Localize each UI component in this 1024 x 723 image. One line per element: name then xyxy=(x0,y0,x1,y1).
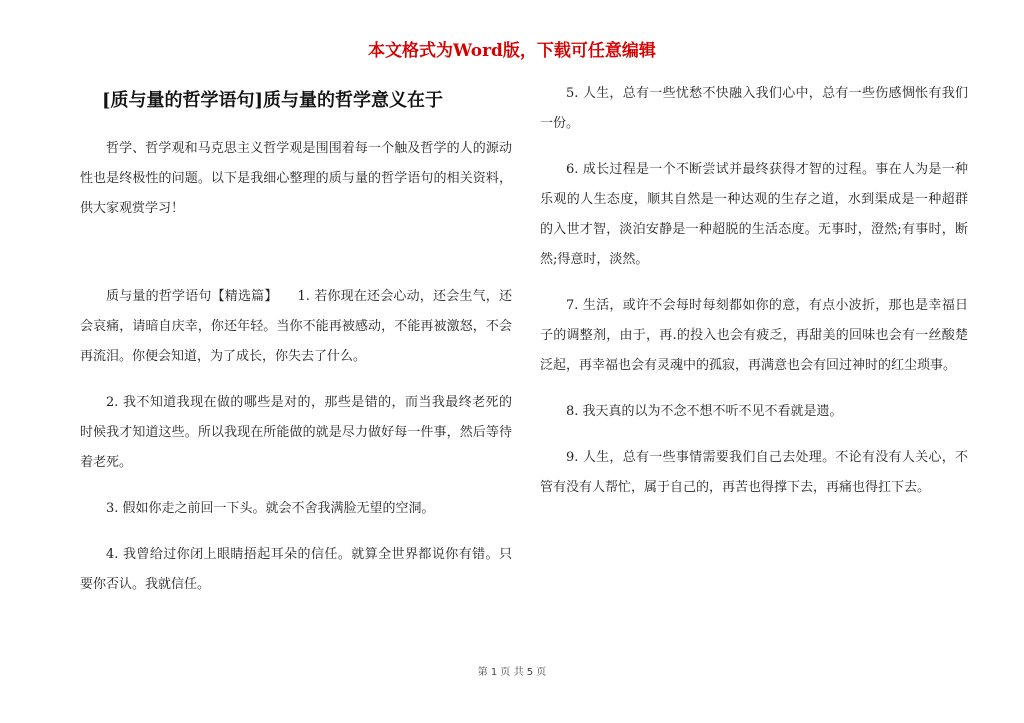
quote-paragraph-9: 9. 人生，总有一些事情需要我们自己去处理。不论有没有人关心，不管有没有人帮忙，属于自己的，再苦也得撑下去，再痛也得扛下去。 xyxy=(540,450,968,495)
quote-paragraph-4: 4. 我曾给过你闭上眼睛捂起耳朵的信任。就算全世界都说你有错。只要你否认。我就信任。 xyxy=(80,547,512,592)
right-column xyxy=(540,79,968,519)
quote-paragraph-1: 质与量的哲学语句【精选篇】 1. 若你现在还会心动，还会生气，还会哀痛，请暗自庆幸，你还年轻。当你不能再被感动，不能再被激怒，不会再流泪。你便会知道，为了成长，你失去了什么。 xyxy=(80,289,512,364)
document-banner: 本文格式为Word版，下载可任意编辑 xyxy=(368,41,656,61)
quote-paragraph-3: 3. 假如你走之前回一下头。就会不舍我满脸无望的空洞。 xyxy=(106,501,435,516)
quote-paragraph-2: 2. 我不知道我现在做的哪些是对的，那些是错的，而当我最终老死的时候我才知道这些。所以我现在所能做的就是尽力做好每一件事，然后等待着老死。 xyxy=(80,395,512,470)
quote-paragraph-5: 5. 人生，总有一些忧愁不快融入我们心中，总有一些伤感惆怅有我们一份。 xyxy=(540,86,968,131)
page-footer: 第 1 页 共 5 页 xyxy=(477,667,547,678)
quote-paragraph-6: 6. 成长过程是一个不断尝试并最终获得才智的过程。事在人为是一种乐观的人生态度，顺其自然是一种达观的生存之道，水到渠成是一种超群的入世才智，淡泊安静是一种超脱的生活态度。无事时，澄然;有事时，断然;得意时，淡然。 xyxy=(540,162,968,267)
document-title: [质与量的哲学语句]质与量的哲学意义在于 xyxy=(102,90,444,111)
section-spacer xyxy=(80,240,512,282)
left-column xyxy=(80,88,512,616)
intro-paragraph: 哲学、哲学观和马克思主义哲学观是围围着每一个触及哲学的人的源动性也是终极性的问题。以下是我细心整理的质与量的哲学语句的相关资料，供大家观赏学习！ xyxy=(80,141,512,216)
quote-paragraph-7: 7. 生活，或许不会每时每刻都如你的意，有点小波折，那也是幸福日子的调整剂，由于，再.的投入也会有疲乏，再甜美的回味也会有一丝酸楚泛起，再幸福也会有灵魂中的孤寂，再满意也会有回过神时的红尘琐事。 xyxy=(540,298,968,373)
quote-paragraph-8: 8. 我天真的以为不念不想不听不见不看就是遗。 xyxy=(566,404,843,419)
